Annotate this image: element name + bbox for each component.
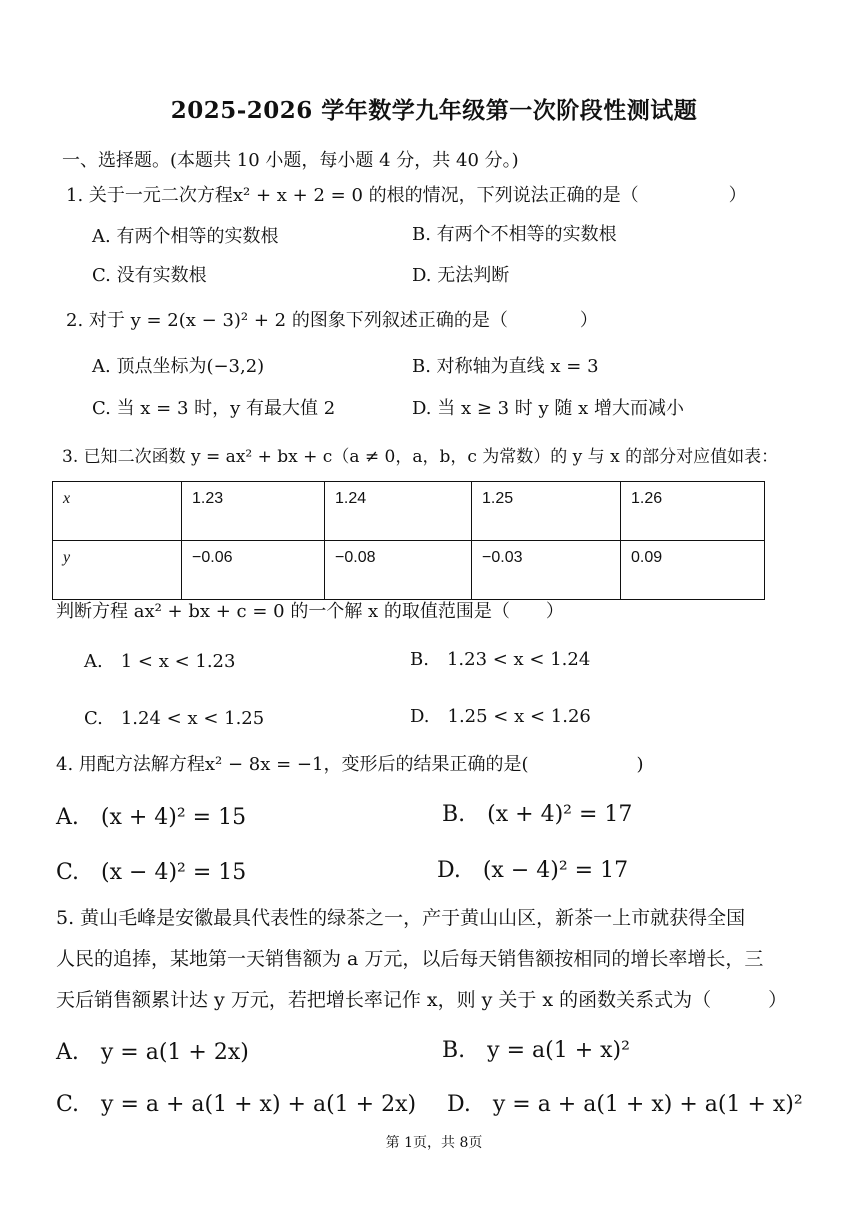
table-cell: 1.26 [621,482,765,541]
q5-text-line-2: 人民的追捧，某地第一天销售额为 a 万元，以后每天销售额按相同的增长率增长，三 [56,948,764,970]
page-footer: 第 1页，共 8页 [385,1135,483,1151]
table-cell: −0.03 [472,541,621,600]
table-cell: x [53,482,182,541]
q1-option-a: A. 有两个相等的实数根 [92,226,279,247]
q4-option-d: D. (x − 4)² = 17 [437,858,629,883]
q3-option-d: D. 1.25 < x < 1.26 [410,706,591,727]
q3-option-b: B. 1.23 < x < 1.24 [410,649,591,670]
q5-text-line-1: 5. 黄山毛峰是安徽最具代表性的绿茶之一，产于黄山山区，新茶一上市就获得全国 [56,907,746,929]
q5-text-line-3: 天后销售额累计达 y 万元，若把增长率记作 x，则 y 关于 x 的函数关系式为（ ） [56,989,788,1011]
q5-option-d: D. y = a + a(1 + x) + a(1 + x)² [447,1092,803,1117]
q3-option-c: C. 1.24 < x < 1.25 [84,708,265,729]
q5-option-a: A. y = a(1 + 2x) [56,1040,249,1065]
q2-option-d: D. 当 x ≥ 3 时 y 随 x 增大而减小 [412,398,685,419]
table-cell: 1.23 [182,482,325,541]
table-cell: 1.24 [325,482,472,541]
q1-option-b: B. 有两个不相等的实数根 [412,224,617,245]
q1-stem: 1. 关于一元二次方程x² + x + 2 = 0 的根的情况，下列说法正确的是（ ） [66,185,747,206]
section-heading: 一、选择题。(本题共 10 小题，每小题 4 分，共 40 分。) [62,150,519,171]
table-row [53,541,765,600]
q2-option-c: C. 当 x = 3 时，y 有最大值 2 [92,398,336,419]
q5-option-c: C. y = a + a(1 + x) + a(1 + 2x) [56,1092,417,1117]
q4-option-a: A. (x + 4)² = 15 [56,805,247,830]
q3-followup: 判断方程 ax² + bx + c = 0 的一个解 x 的取值范围是（ ） [56,601,564,622]
q2-option-b: B. 对称轴为直线 x = 3 [412,356,599,377]
q4-option-b: B. (x + 4)² = 17 [442,802,633,827]
q1-option-c: C. 没有实数根 [92,265,207,286]
q2-stem: 2. 对于 y = 2(x − 3)² + 2 的图象下列叙述正确的是（ ） [66,310,598,331]
q5-option-b: B. y = a(1 + x)² [442,1038,630,1063]
table-cell: 1.25 [472,482,621,541]
table-cell: −0.08 [325,541,472,600]
table-cell: −0.06 [182,541,325,600]
table-cell: y [53,541,182,600]
q1-option-d: D. 无法判断 [412,265,510,286]
q2-option-a: A. 顶点坐标为(−3,2) [92,356,265,377]
exam-title: 2025-2026 学年数学九年级第一次阶段性测试题 [170,97,698,124]
q4-option-c: C. (x − 4)² = 15 [56,860,247,885]
q4-stem: 4. 用配方法解方程x² − 8x = −1，变形后的结果正确的是( ) [56,754,644,775]
table-cell: 0.09 [621,541,765,600]
q3-option-a: A. 1 < x < 1.23 [84,651,236,672]
table-row [53,482,765,541]
q3-stem: 3. 已知二次函数 y = ax² + bx + c（a ≠ 0，a，b，c 为常数）的 y 与 x 的部分对应值如表： [62,447,779,467]
value-table [52,481,765,600]
